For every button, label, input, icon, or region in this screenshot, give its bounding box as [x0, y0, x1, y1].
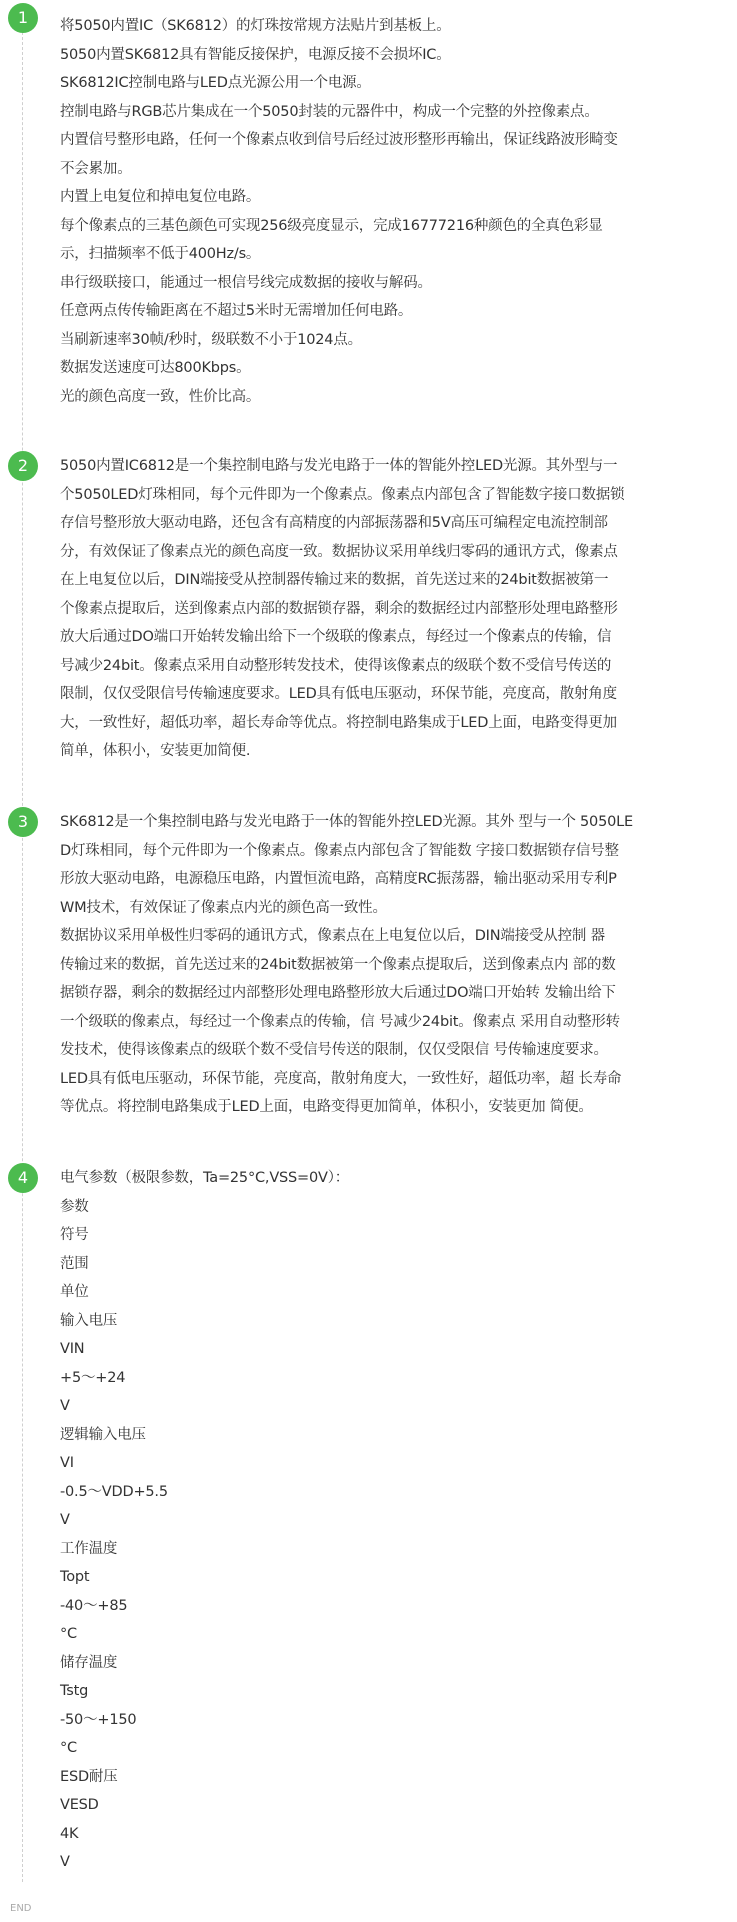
spec-item: VI [60, 1455, 74, 1471]
section-line: 任意两点传传输距离在不超过5米时无需增加任何电路。 [60, 303, 413, 319]
spec-item: 范围 [60, 1255, 89, 1272]
end-label: END [10, 1903, 32, 1914]
section-line: SK6812IC控制电路与LED点光源公用一个电源。 [60, 75, 371, 91]
section-line: WM技术，有效保证了像素点内光的颜色高一致性。 [60, 899, 387, 916]
spec-item: 工作温度 [60, 1540, 118, 1557]
spec-item: °C [60, 1626, 77, 1642]
step-badge-2: 2 [8, 451, 38, 481]
section-line: 个5050LED灯珠相同，每个元件即为一个像素点。像素点内部包含了智能数字接口数据锁 [60, 486, 625, 503]
spec-item: -40～+85 [60, 1597, 128, 1614]
spec-item: °C [60, 1740, 77, 1756]
section-line: 内置信号整形电路，任何一个像素点收到信号后经过波形整形再输出，保证线路波形畸变 [60, 132, 618, 148]
spec-item: 逻辑输入电压 [60, 1426, 146, 1443]
step-badge-1: 1 [8, 3, 38, 33]
spec-item: VIN [60, 1341, 85, 1357]
section-line: 等优点。将控制电路集成于LED上面，电路变得更加简单，体积小，安装更加 简便。 [60, 1099, 593, 1115]
spec-item: -50～+150 [60, 1711, 137, 1728]
section-line: 光的颜色高度一致，性价比高。 [60, 388, 261, 405]
timeline-rail [22, 22, 23, 1882]
section-line: 形放大驱动电路，电源稳压电路，内置恒流电路，高精度RC振荡器，输出驱动采用专利P [60, 871, 617, 887]
section-line: 不会累加。 [60, 160, 132, 177]
spec-header: 电气参数（极限参数，Ta=25°C,VSS=0V）： [60, 1170, 350, 1186]
section-line: LED具有低电压驱动，环保节能，亮度高，散射角度大，一致性好，超低功率，超 长寿命 [60, 1070, 622, 1087]
section-line: 分，有效保证了像素点光的颜色高度一致。数据协议采用单线归零码的通讯方式，像素点 [60, 543, 618, 560]
spec-item: 输入电压 [60, 1312, 118, 1329]
section-1 [60, 12, 700, 411]
spec-item: 符号 [60, 1227, 89, 1243]
spec-item: V [60, 1512, 70, 1528]
section-line: 一个级联的像素点，每经过一个像素点的传输，信 号减少24bit。像素点 采用自动整形转 [60, 1013, 620, 1030]
section-line: 据锁存器，剩余的数据经过内部整形处理电路整形放大后通过DO端口开始转 发输出给下 [60, 985, 616, 1001]
spec-item: 单位 [60, 1284, 89, 1300]
section-line: 每个像素点的三基色颜色可实现256级亮度显示，完成16777216种颜色的全真色彩显 [60, 217, 603, 234]
section-line: 在上电复位以后，DIN端接受从控制器传输过来的数据，首先送过来的24bit数据被第一 [60, 572, 609, 588]
section-line: D灯珠相同，每个元件即为一个像素点。像素点内部包含了智能数 字接口数据锁存信号整 [60, 842, 619, 859]
section-line: 数据协议采用单极性归零码的通讯方式，像素点在上电复位以后，DIN端接受从控制 器 [60, 928, 605, 944]
section-line: 发技术，使得该像素点的级联个数不受信号传送的限制，仅仅受限信 号传输速度要求。 [60, 1042, 608, 1058]
section-3 [60, 808, 700, 1122]
step-badge-4: 4 [8, 1163, 38, 1193]
spec-item: Tstg [60, 1683, 89, 1699]
section-line: 当刷新速率30帧/秒时，级联数不小于1024点。 [60, 331, 362, 348]
section-line: 串行级联接口，能通过一根信号线完成数据的接收与解码。 [60, 274, 432, 291]
section-line: 放大后通过DO端口开始转发输出给下一个级联的像素点，每经过一个像素点的传输，信 [60, 629, 612, 645]
section-line: 将5050内置IC（SK6812）的灯珠按常规方法贴片到基板上。 [60, 18, 451, 34]
section-line: 传输过来的数据，首先送过来的24bit数据被第一个像素点提取后，送到像素点内 部的数 [60, 956, 616, 973]
section-line: 5050内置IC6812是一个集控制电路与发光电路于一体的智能外控LED光源。其外型与一 [60, 458, 618, 474]
spec-item: 参数 [60, 1198, 89, 1215]
spec-item: V [60, 1398, 70, 1414]
spec-item: -0.5～VDD+5.5 [60, 1483, 168, 1500]
section-line: 存信号整形放大驱动电路，还包含有高精度的内部振荡器和5V高压可编程定电流控制部 [60, 515, 608, 531]
spec-item: VESD [60, 1797, 99, 1813]
section-4 [60, 1164, 700, 1877]
spec-item: V [60, 1854, 70, 1870]
section-line: 简单，体积小，安装更加简便. [60, 743, 251, 759]
section-line: 5050内置SK6812具有智能反接保护，电源反接不会损坏IC。 [60, 46, 451, 63]
section-line: SK6812是一个集控制电路与发光电路于一体的智能外控LED光源。其外 型与一个 5050LE [60, 814, 633, 830]
section-line: 示，扫描频率不低于400Hz/s。 [60, 246, 261, 262]
section-line: 个像素点提取后，送到像素点内部的数据锁存器，剩余的数据经过内部整形处理电路整形 [60, 600, 618, 617]
section-line: 号减少24bit。像素点采用自动整形转发技术，使得该像素点的级联个数不受信号传送的 [60, 657, 612, 674]
section-line: 限制，仅仅受限信号传输速度要求。LED具有低电压驱动，环保节能，亮度高，散射角度 [60, 686, 617, 702]
spec-item: Topt [60, 1569, 90, 1585]
spec-item: 储存温度 [60, 1654, 118, 1671]
section-line: 控制电路与RGB芯片集成在一个5050封装的元器件中，构成一个完整的外控像素点。 [60, 103, 599, 120]
section-line: 数据发送速度可达800Kbps。 [60, 360, 251, 376]
section-2 [60, 452, 700, 766]
spec-item: 4K [60, 1825, 79, 1842]
spec-item: ESD耐压 [60, 1768, 118, 1785]
section-line: 大，一致性好，超低功率，超长寿命等优点。将控制电路集成于LED上面，电路变得更加 [60, 714, 617, 731]
section-line: 内置上电复位和掉电复位电路。 [60, 189, 261, 205]
spec-item: +5～+24 [60, 1369, 126, 1386]
step-badge-3: 3 [8, 807, 38, 837]
